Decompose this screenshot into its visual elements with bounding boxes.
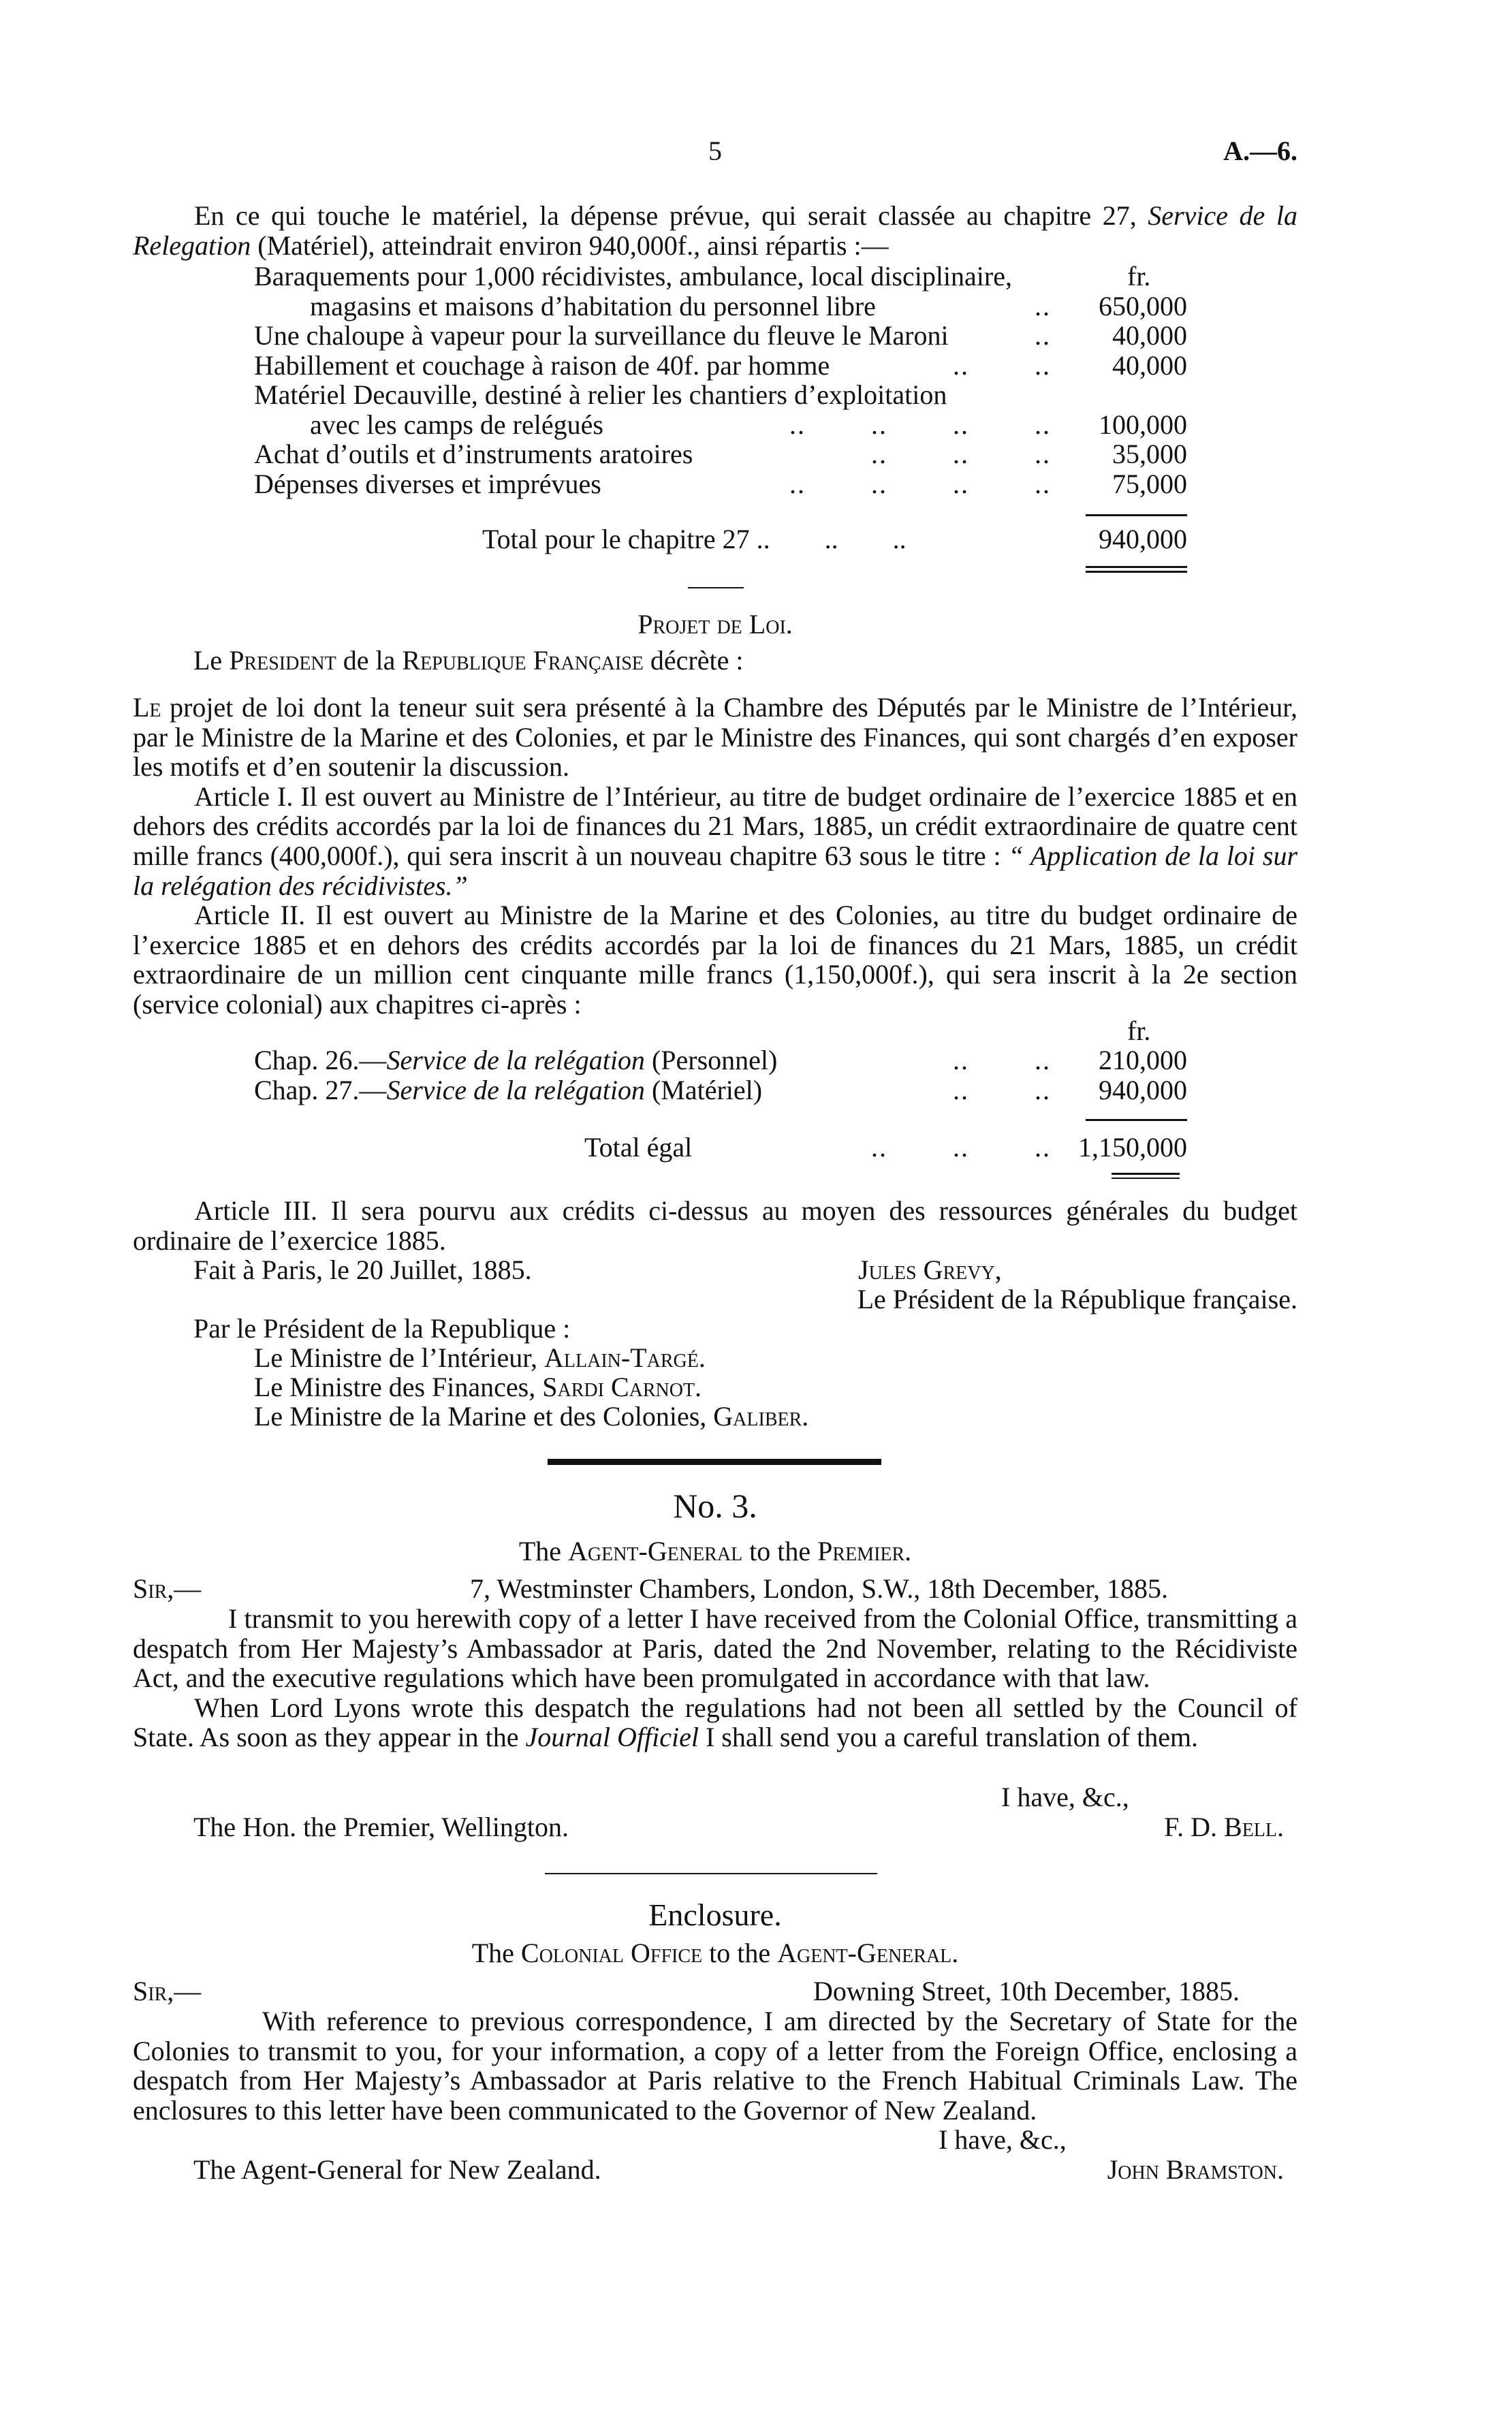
leader-dots: .. .. .. .. <box>789 469 1051 499</box>
text: (Personnel) <box>644 1045 778 1075</box>
currency-label: fr. <box>1127 1015 1151 1046</box>
sender-address: 7, Westminster Chambers, London, S.W., 18th December, 1885. <box>470 1573 1169 1604</box>
document-reference: A.—6. <box>1223 136 1297 166</box>
double-rule <box>1112 1173 1180 1175</box>
text: Agent-General <box>568 1536 743 1566</box>
total-row <box>254 524 1187 554</box>
text: Le Ministre de la Marine et des Colonies, <box>254 1401 714 1432</box>
text: Article I. Il est ouvert au Ministre de l’Intérieur, au titre de budget ordinaire de l’exercice 1885 et en dehors des crédits accordés par la loi de finances du 21 Mars, 1885, un crédit extraordinaire de quatre cent mille francs (400,000f.), qui sera inscrit à un nouveau chapitre 63 sous le titre : <box>133 780 1297 871</box>
section-rule <box>688 587 744 588</box>
recipient: The Hon. the Premier, Wellington. <box>193 1812 569 1842</box>
signatory-title: Le Président de la République française. <box>857 1284 1297 1314</box>
leader-dots: .. .. <box>953 1045 1051 1075</box>
text: projet de loi dont la teneur suit sera présenté à la Chambre des Députés par le Ministre de l’Intérieur, par le Ministre de la Marine et des Colonies, et par le Ministre des Finances, qui sont chargés d’en exposer les motifs et d’en soutenir la discussion. <box>133 692 1297 783</box>
expense-amount: 75,000 <box>1112 469 1187 499</box>
text: The <box>518 1536 568 1566</box>
salutation: Sir,— <box>133 1573 202 1604</box>
no3-body <box>133 1604 1297 1752</box>
total-amount: 940,000 <box>1099 524 1187 554</box>
projet-title: Projet de Loi. <box>637 609 793 640</box>
italic-text: Service de la Relegation <box>133 200 1297 261</box>
enclosure-title: Enclosure. <box>648 1897 782 1932</box>
expense-row <box>254 321 1187 351</box>
italic-text: Service de la relégation <box>386 1075 645 1105</box>
italic-text: Journal Officiel <box>525 1722 699 1753</box>
expense-amount: 40,000 <box>1112 350 1187 381</box>
closing: I have, &c., <box>1001 1782 1129 1812</box>
text: Sardi Carnot. <box>542 1372 702 1402</box>
text: Galiber. <box>713 1401 809 1432</box>
text: Le <box>133 692 161 723</box>
italic-text: Service de la relégation <box>386 1045 645 1075</box>
signature: F. D. Bell. <box>1164 1812 1284 1842</box>
text: Chap. 26.— <box>254 1045 387 1075</box>
text: I shall send you a careful translation of them. <box>698 1722 1199 1753</box>
text: (Matériel) <box>644 1075 763 1105</box>
chapter-row <box>254 1045 1187 1075</box>
leader-dots: .. .. .. <box>871 439 1051 469</box>
expense-desc: Achat d’outils et d’instruments aratoires <box>254 439 693 469</box>
total-row <box>254 1133 1187 1163</box>
no3-paragraph-2 <box>133 1693 1297 1752</box>
sender-address: Downing Street, 10th December, 1885. <box>813 1976 1240 2006</box>
no3-title: No. 3. <box>673 1487 757 1525</box>
expense-desc: Une chaloupe à vapeur pour la surveillance du fleuve le Maroni <box>254 320 949 351</box>
text: Chap. 27.— <box>254 1075 387 1105</box>
text: En ce qui touche le matériel, la dépense prévue, qui serait classée au chapitre 27, <box>194 200 1148 231</box>
leader-dots: .. <box>1035 320 1051 351</box>
leader-dots: .. .. .. .. <box>789 409 1051 440</box>
expense-row <box>254 469 1187 499</box>
expense-row <box>254 380 1187 410</box>
no3-paragraph-1: I transmit to you herewith copy of a letter I have received from the Colonial Office, transmitting a despatch from Her Majesty’s Ambassador at Paris, dated the 2nd November, relating to the Récidiviste Act, and the executive regulations which have been promulgated in accordance with that law. <box>133 1603 1297 1694</box>
fait-line: Fait à Paris, le 20 Juillet, 1885. <box>193 1255 532 1285</box>
leader-dots: .. .. .. <box>871 1132 1051 1163</box>
expense-row <box>254 262 1187 291</box>
text: de la <box>336 645 403 676</box>
text: to the <box>702 1938 778 1968</box>
text: President <box>229 645 336 676</box>
text: (Matériel), atteindrait environ 940,000f., ainsi répartis :— <box>251 230 889 261</box>
expense-row <box>254 291 1187 321</box>
expense-desc: Habillement et couchage à raison de 40f. par homme <box>254 350 830 381</box>
text: Colonial Office <box>520 1938 703 1968</box>
text: Le <box>193 645 230 676</box>
text: décrète : <box>643 645 744 676</box>
thick-rule <box>548 1459 881 1465</box>
text: The <box>471 1938 521 1968</box>
double-rule <box>1112 1178 1180 1179</box>
chapter-amount: 940,000 <box>1099 1075 1187 1105</box>
currency-label: fr. <box>1127 261 1151 291</box>
expense-desc: Baraquements pour 1,000 récidivistes, ambulance, local disciplinaire, <box>254 261 1012 291</box>
text: When Lord Lyons wrote this despatch the regulations had not been all settled by the Council of State. As soon as they appear in the <box>133 1692 1297 1753</box>
signatory: Jules Grevy, <box>858 1255 1002 1285</box>
article-2: Article II. Il est ouvert au Ministre de la Marine et des Colonies, au titre du budget ordinaire de l’exercice 1885 et en dehors des crédits accordés par la loi de finances du 21 Mars, 1885, un crédit extraordinaire de un million cent cinquante mille francs (1,150,000f.), qui sera inscrit à la 2e section (service colonial) aux chapitres ci-après : <box>133 900 1297 1020</box>
total-label: Total pour le chapitre 27 .. .. .. <box>482 524 907 554</box>
text: to the <box>742 1536 818 1566</box>
expense-row <box>254 410 1187 440</box>
leader-dots: .. <box>1035 291 1051 321</box>
section-rule <box>545 1873 877 1874</box>
article-3: Article III. Il sera pourvu aux crédits ci-dessus au moyen des ressources générales du budget ordinaire de l’exercice 1885. <box>133 1195 1297 1256</box>
minister-line <box>254 1402 808 1432</box>
text: Agent-General. <box>777 1938 959 1968</box>
closing: I have, &c., <box>939 2124 1067 2155</box>
expense-desc: avec les camps de relégués <box>310 409 603 440</box>
expense-amount: 35,000 <box>1112 439 1187 469</box>
decree-line <box>193 646 743 676</box>
sum-rule <box>1086 1119 1187 1121</box>
page-number: 5 <box>708 136 722 166</box>
article-1 <box>133 782 1297 900</box>
signature: John Bramston. <box>1107 2154 1284 2185</box>
expense-row <box>254 351 1187 381</box>
text: Premier. <box>817 1536 912 1566</box>
par-le-line: Par le Président de la Republique : <box>193 1313 571 1344</box>
double-rule <box>1086 566 1187 568</box>
recipient: The Agent-General for New Zealand. <box>193 2154 601 2185</box>
expense-desc: magasins et maisons d’habitation du personnel libre <box>310 291 876 321</box>
italic-text: “ Application de la loi sur la relégation des récidivistes.” <box>133 840 1298 901</box>
enclosure-subtitle <box>133 1938 1297 1968</box>
expense-amount: 100,000 <box>1099 409 1187 440</box>
expense-desc: Matériel Decauville, destiné à relier les chantiers d’exploitation <box>254 379 947 410</box>
double-rule <box>1086 571 1187 573</box>
text: Allain-Targé. <box>544 1342 706 1373</box>
chapter-row <box>254 1075 1187 1105</box>
expense-row <box>254 439 1187 469</box>
projet-body <box>133 693 1297 1020</box>
enclosure-paragraph: With reference to previous correspondence, I am directed by the Secretary of State for the Colonies to transmit to you, for your information, a copy of a letter from the Foreign Office, enclosing a despatch from Her Majesty’s Ambassador at Paris relative to the French Habitual Criminals Law. The enclosures to this letter have been communicated to the Governor of New Zealand. <box>133 2006 1297 2126</box>
text: Republique Française <box>402 645 644 676</box>
chapter-amount: 210,000 <box>1099 1045 1187 1075</box>
total-amount: 1,150,000 <box>1078 1132 1187 1163</box>
text: Le Ministre des Finances, <box>254 1372 543 1402</box>
leader-dots: .. .. <box>953 350 1051 381</box>
leader-dots: .. .. <box>953 1075 1051 1105</box>
salutation: Sir,— <box>133 1976 202 2006</box>
minister-line <box>254 1372 702 1402</box>
expense-amount: 40,000 <box>1112 320 1187 351</box>
projet-paragraph-1 <box>133 693 1297 782</box>
text: Le Ministre de l’Intérieur, <box>254 1342 545 1373</box>
minister-line <box>254 1343 706 1373</box>
materiel-intro <box>133 201 1297 260</box>
sum-rule <box>1086 514 1187 516</box>
no3-subtitle <box>133 1536 1297 1566</box>
expense-desc: Dépenses diverses et imprévues <box>254 469 601 499</box>
total-label: Total égal <box>584 1132 693 1163</box>
expense-amount: 650,000 <box>1099 291 1187 321</box>
